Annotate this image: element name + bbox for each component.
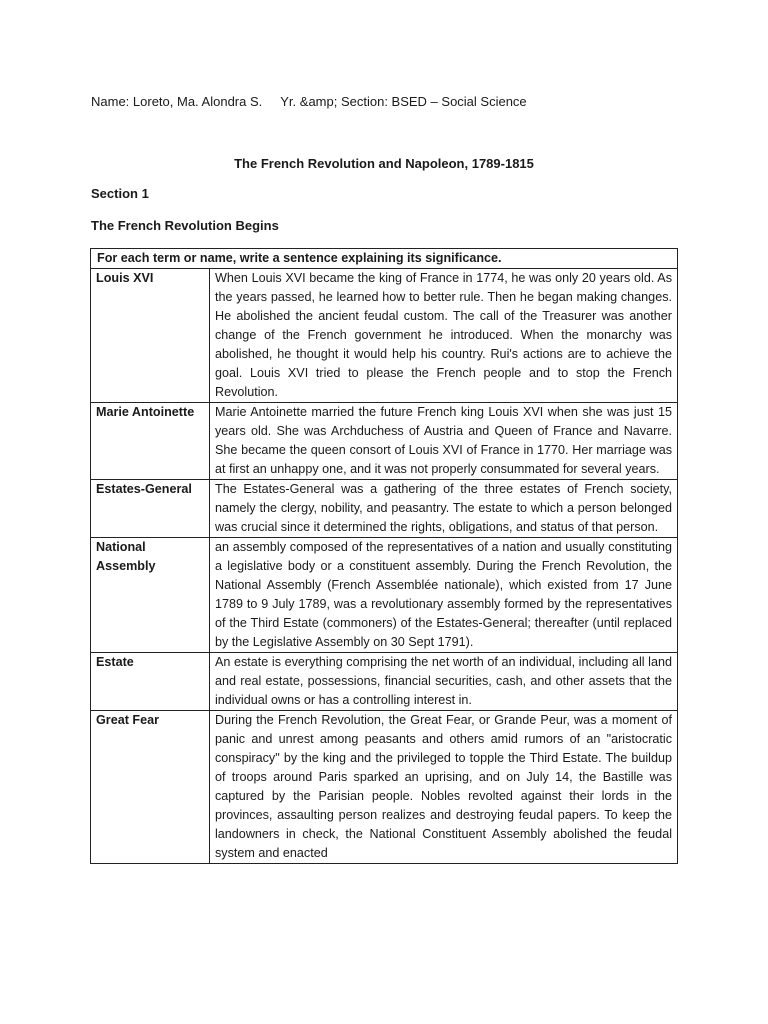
table-header-row <box>91 249 678 269</box>
term-cell: Estate <box>91 653 210 711</box>
table-row <box>91 403 678 480</box>
term-cell: National Assembly <box>91 538 210 653</box>
year-section: Yr. &amp; Section: BSED – Social Science <box>280 94 527 109</box>
table-row <box>91 480 678 538</box>
description-cell: When Louis XVI became the king of France in 1774, he was only 20 years old. As the years passed, he learned how to better rule. Then he began making changes. He abolished the ancient feudal custom. The call of the Treasurer was another change of the French government he introduced. When the monarchy was abolished, he thought it would help his country. Rui's actions are to achieve the goal. Louis XVI tried to please the French people and to stop the French Revolution. <box>210 269 678 403</box>
terms-table <box>90 248 678 864</box>
description-cell: an assembly composed of the representatives of a nation and usually constituting a legislative body or a constituent assembly. During the French Revolution, the National Assembly (French Assemblée nationale), which existed from 17 June 1789 to 9 July 1789, was a revolutionary assembly formed by the representatives of the Third Estate (commoners) of the Estates-General; thereafter (until replaced by the Legislative Assembly on 30 Sept 1791). <box>210 538 678 653</box>
table-row <box>91 538 678 653</box>
table-row <box>91 653 678 711</box>
table-row <box>91 711 678 864</box>
student-info-line <box>91 94 527 109</box>
table-row <box>91 269 678 403</box>
document-title: The French Revolution and Napoleon, 1789-1815 <box>234 156 534 171</box>
table-instruction: For each term or name, write a sentence explaining its significance. <box>91 249 678 269</box>
section-subtitle: The French Revolution Begins <box>91 218 279 233</box>
student-name: Name: Loreto, Ma. Alondra S. <box>91 94 263 109</box>
term-cell: Marie Antoinette <box>91 403 210 480</box>
description-cell: An estate is everything comprising the net worth of an individual, including all land and real estate, possessions, financial securities, cash, and other assets that the individual owns or has a controlling interest in. <box>210 653 678 711</box>
description-cell: During the French Revolution, the Great Fear, or Grande Peur, was a moment of panic and unrest among peasants and others amid rumors of an "aristocratic conspiracy" by the king and the privileged to topple the Third Estate. The buildup of troops around Paris sparked an uprising, and on July 14, the Bastille was captured by the Parisian people. Nobles revolted against their lords in the provinces, assaulting person realizes and destroying feudal papers. To keep the landowners in check, the National Constituent Assembly abolished the feudal system and enacted <box>210 711 678 864</box>
section-heading: Section 1 <box>91 186 149 201</box>
term-cell: Estates-General <box>91 480 210 538</box>
description-cell: Marie Antoinette married the future French king Louis XVI when she was just 15 years old. She was Archduchess of Austria and Queen of France and Navarre. She became the queen consort of Louis XVI of France in 1770. Her marriage was at first an unhappy one, and it was not properly consummated for several years. <box>210 403 678 480</box>
term-cell: Louis XVI <box>91 269 210 403</box>
description-cell: The Estates-General was a gathering of the three estates of French society, namely the clergy, nobility, and peasantry. The estate to which a person belonged was crucial since it determined the rights, obligations, and status of that person. <box>210 480 678 538</box>
term-cell: Great Fear <box>91 711 210 864</box>
